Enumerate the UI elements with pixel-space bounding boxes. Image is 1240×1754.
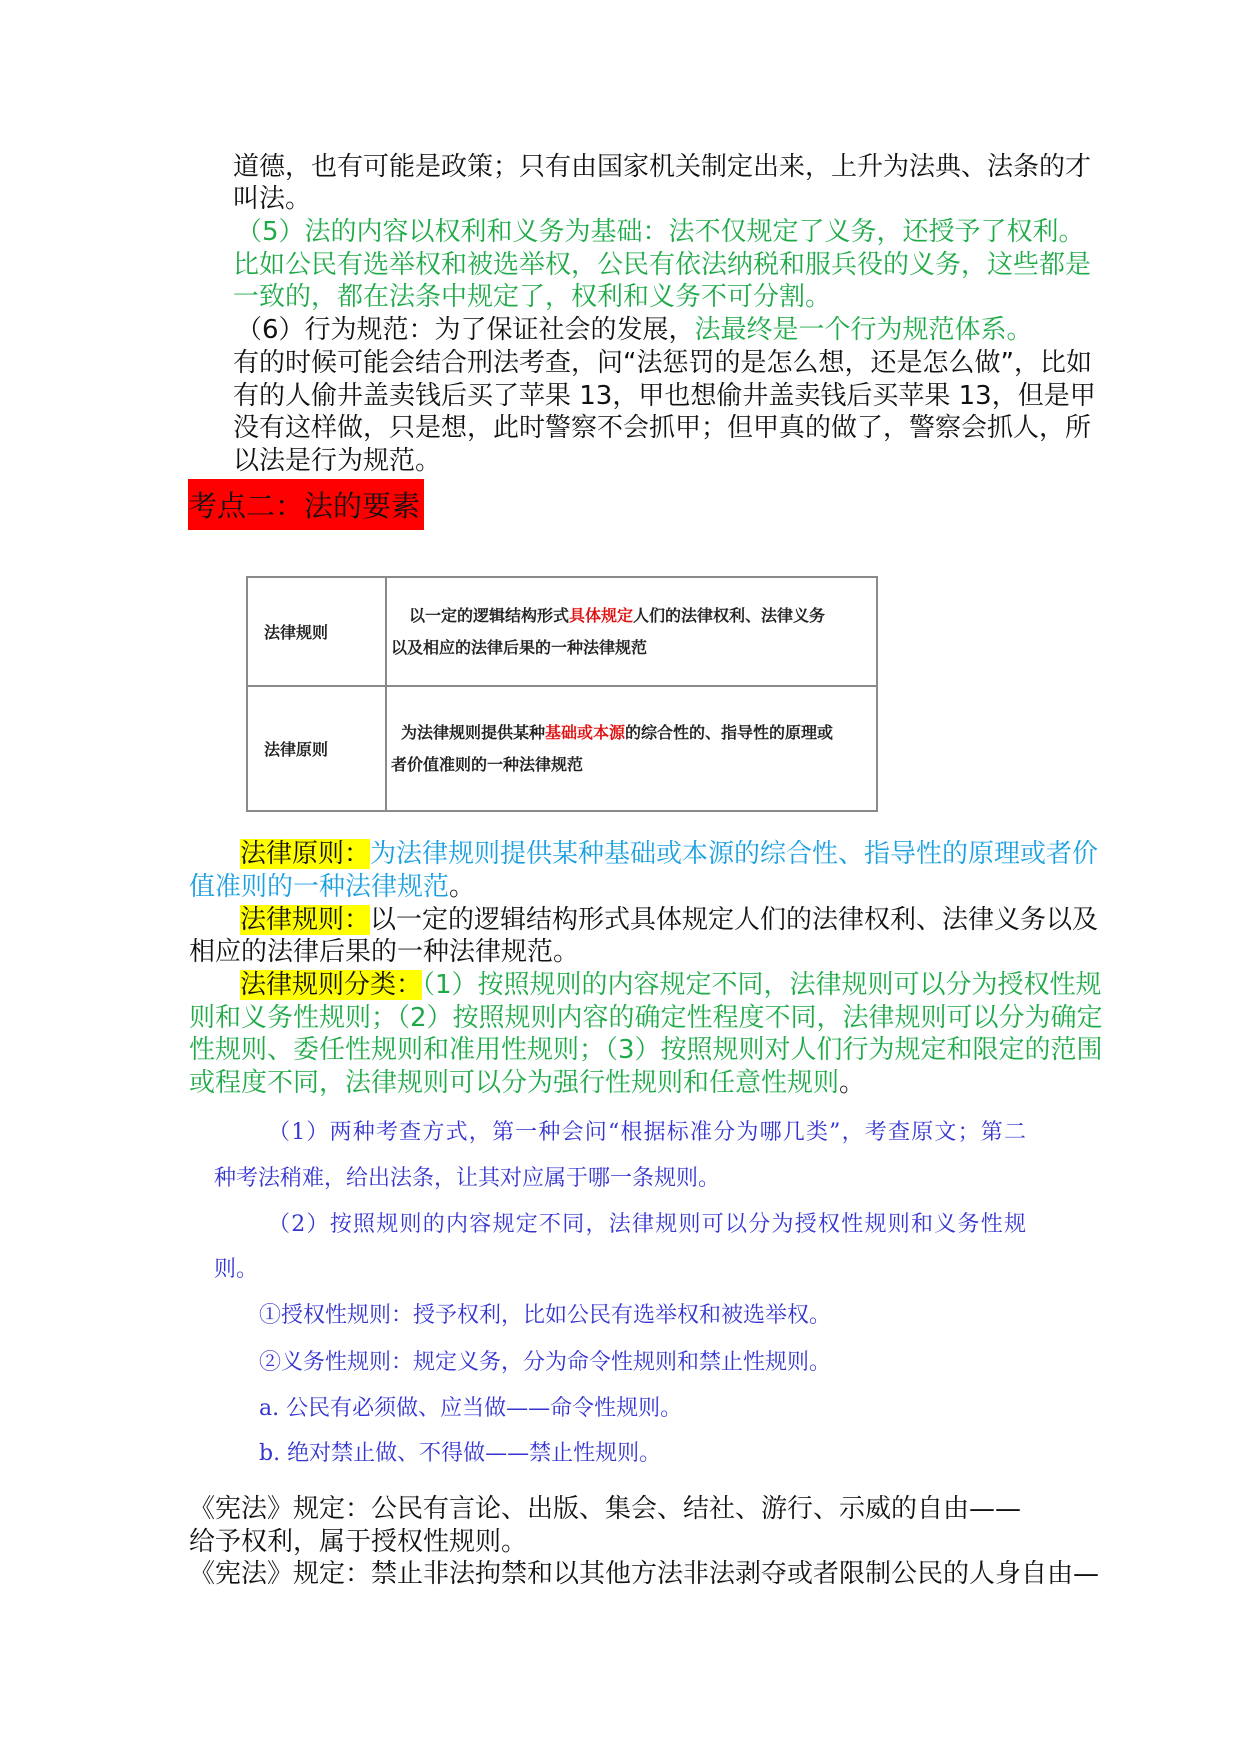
- table-key: 法律规则: [247, 577, 386, 686]
- text-line: [236, 314, 1063, 346]
- text-line-green: 比如公民有选举权和被选举权，公民有依法纳税和服兵役的义务，这些都是: [233, 250, 1092, 280]
- table-key: 法律原则: [247, 686, 386, 811]
- text-line: [240, 904, 1099, 936]
- text-line: 相应的法律后果的一种法律规范。: [189, 937, 580, 967]
- elements-table: [246, 576, 878, 812]
- text-segment: 的综合性的、指导性的原理或: [625, 722, 834, 742]
- text-line: [240, 969, 1102, 1001]
- text-line: 《宪法》规定：禁止非法拘禁和以其他方法非法剥夺或者限制公民的人身自由—: [189, 1559, 1100, 1589]
- note-line: ②义务性规则：规定义务，分为命令性规则和禁止性规则。: [259, 1350, 832, 1375]
- text-line: 《宪法》规定：公民有言论、出版、集会、结社、游行、示威的自由——: [189, 1494, 1022, 1524]
- highlight-label: 法律规则：: [240, 905, 371, 935]
- note-line: b. 绝对禁止做、不得做——禁止性规则。: [259, 1441, 662, 1466]
- text-segment: 人们的法律权利、法律义务: [633, 605, 826, 625]
- text-segment-green: 法最终是一个行为规范体系。: [694, 315, 1033, 345]
- text-line-green: 性规则、委任性规则和准用性规则；（3）按照规则对人们行为规定和限定的范围: [189, 1035, 1103, 1065]
- section-heading: 考点二：法的要素: [188, 479, 424, 530]
- text-segment: 者价值准则的一种法律规范: [391, 754, 584, 774]
- text-line: 没有这样做，只是想，此时警察不会抓甲；但甲真的做了，警察会抓人，所: [233, 413, 1092, 443]
- text-line-green: 则和义务性规则；（2）按照规则内容的确定性程度不同，法律规则可以分为确定: [189, 1003, 1103, 1033]
- text-segment-green: 或程度不同，法律规则可以分为强行性规则和任意性规则: [189, 1068, 840, 1098]
- text-line: [240, 838, 1099, 870]
- text-line: 有的时候可能会结合刑法考查，问“法惩罚的是怎么想，还是怎么做”，比如: [233, 348, 1092, 378]
- text-segment: 以及相应的法律后果的一种法律规范: [391, 637, 648, 657]
- text-segment-red: 基础或本源: [545, 722, 626, 742]
- text-segment: 以一定的逻辑结构形式: [409, 605, 570, 625]
- table-value: [386, 577, 877, 686]
- text-segment-green: （1）按照规则的内容规定不同，法律规则可以分为授权性规: [422, 970, 1102, 1000]
- text-line: 给予权利，属于授权性规则。: [189, 1527, 528, 1557]
- text-line: 有的人偷井盖卖钱后买了苹果 13，甲也想偷井盖卖钱后买苹果 13，但是甲: [233, 381, 1096, 411]
- highlight-label: 法律原则：: [240, 839, 371, 869]
- table-value: [386, 686, 877, 811]
- note-line: ①授权性规则：授予权利，比如公民有选举权和被选举权。: [259, 1303, 832, 1328]
- text-segment: 。: [839, 1068, 866, 1098]
- text-line: 道德，也有可能是政策；只有由国家机关制定出来，上升为法典、法条的才: [233, 152, 1092, 182]
- table-row: [247, 577, 877, 686]
- text-segment-cyan: 为法律规则提供某种基础或本源的综合性、指导性的原理或者价: [370, 839, 1099, 869]
- text-segment: 。: [449, 872, 476, 902]
- text-line: [189, 871, 1060, 903]
- text-line: 以法是行为规范。: [233, 446, 442, 476]
- table-row: [247, 686, 877, 811]
- text-segment: （6）行为规范：为了保证社会的发展，: [236, 315, 695, 345]
- note-line: a. 公民有必须做、应当做——命令性规则。: [259, 1396, 683, 1421]
- text-line: [189, 1067, 1060, 1099]
- text-segment-red: 具体规定: [569, 605, 634, 625]
- text-segment-cyan: 值准则的一种法律规范: [189, 872, 450, 902]
- text-line: 叫法。: [233, 184, 312, 214]
- text-segment: 为法律规则提供某种: [401, 722, 546, 742]
- text-line-green: 一致的，都在法条中规定了，权利和义务不可分割。: [233, 282, 832, 312]
- note-line: （1）两种考查方式，第一种会问“根据标准分为哪几类”，考查原文；第二: [268, 1120, 1026, 1145]
- text-line-green: （5）法的内容以权利和义务为基础：法不仅规定了义务，还授予了权利。: [236, 217, 1085, 247]
- highlight-label: 法律规则分类：: [240, 970, 423, 1000]
- note-line: 则。: [214, 1257, 259, 1282]
- text-segment: 以一定的逻辑结构形式具体规定人们的法律权利、法律义务以及: [370, 905, 1099, 935]
- note-line: 种考法稍难，给出法条，让其对应属于哪一条规则。: [214, 1166, 721, 1191]
- note-line: （2）按照规则的内容规定不同，法律规则可以分为授权性规则和义务性规: [268, 1212, 1026, 1237]
